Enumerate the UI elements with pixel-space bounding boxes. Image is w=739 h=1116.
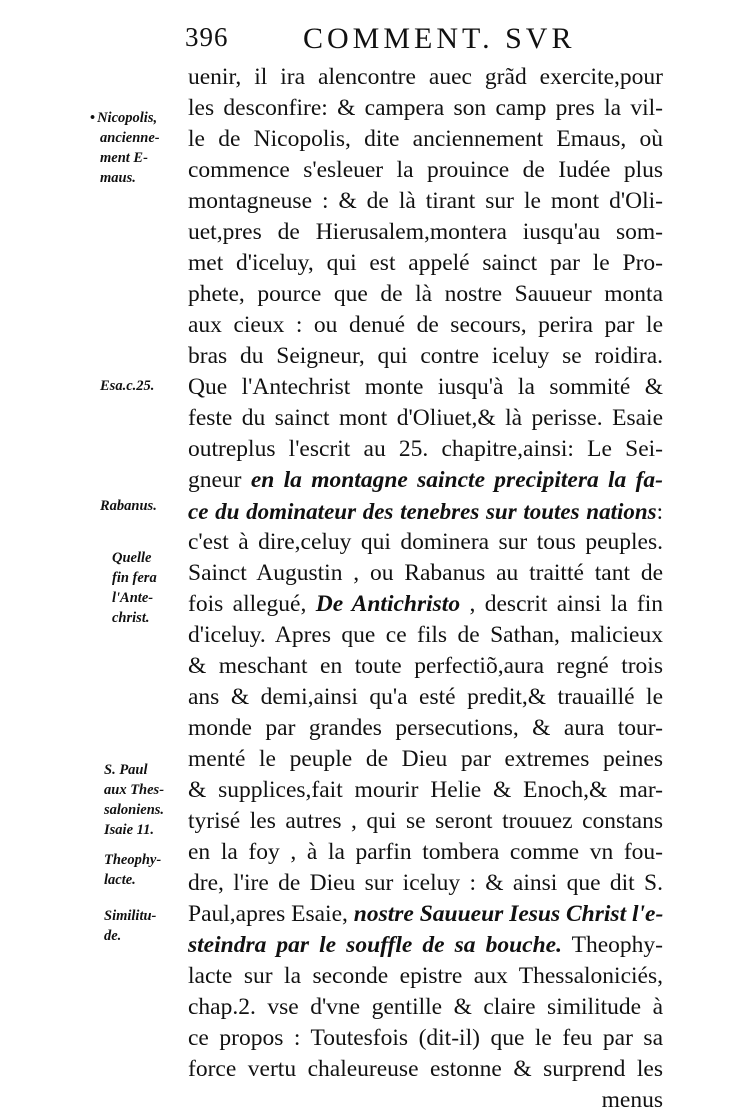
text-line: bras du Seigneur, qui contre iceluy se roidira. [188,343,663,369]
text-italic: en la montagne saincte precipitera la fa- [250,467,663,493]
page-number: 396 [185,22,229,52]
margin-note-line: aux Thes- [104,782,165,798]
text-line [188,465,663,496]
text-line: ans & demi,ainsi qu'a esté predit,& trauaillé le [188,684,663,710]
margin-note-similitude [104,906,190,946]
text-roman: Theophy- [561,932,663,958]
margin-note-line: Esa.c.25. [100,378,155,394]
text-line: d'iceluy. Apres que ce fils de Sathan, malicieux [188,622,663,648]
catchword: menus [601,1087,663,1113]
text-line: outreplus l'escrit au 25. chapitre,ainsi: Le Sei- [188,436,663,462]
text-line: dre, l'ire de Dieu sur iceluy : & ainsi que dit S. [188,870,663,896]
bullet-marker: • [90,110,96,126]
text-line: force vertu chaleureuse estonne & surprend les [188,1056,663,1082]
text-line: & meschant en toute perfectiõ,aura regné trois [188,653,663,679]
text-line: monde par grandes persecutions, & aura tour- [188,715,663,741]
text-line: le de Nicopolis, dite anciennement Emaus, où [188,126,663,152]
text-line [188,899,663,930]
text-line: ce propos : Toutesfois (dit-il) que le feu par sa [188,1025,663,1051]
text-line: chap.2. vse d'vne gentille & claire similitude à [188,994,663,1020]
body-text [188,62,663,1116]
page-header [185,22,665,58]
margin-note-line: l'Ante- [112,590,154,606]
text-italic: nostre Sauueur Iesus Christ l'e- [353,901,663,927]
text-roman: , descrit ainsi la fin [460,591,663,617]
margin-note-line: christ. [112,610,150,626]
text-line: & supplices,fait mourir Helie & Enoch,& mar- [188,777,663,803]
text-italic: steindra par le souffle de sa bouche. [188,932,562,958]
text-line [188,496,663,527]
margin-note-line: saloniens. [104,802,165,818]
text-roman: gneur [188,467,251,493]
text-line: phete, pource que de là nostre Sauueur monta [188,281,663,307]
margin-note-esaie [100,376,186,396]
text-italic: De Antichristo [315,591,461,617]
margin-note-rabanus [100,496,186,516]
text-line: tyrisé les autres , qui se seront trouuez constans [188,808,663,834]
margin-note-nicopolis [90,108,186,188]
text-line: aux cieux : ou denué de secours, perira par le [188,312,663,338]
margin-note-line: de. [104,928,122,944]
text-line: met d'iceluy, qui est appelé sainct par le Pro- [188,250,663,276]
text-roman: fois allegué, [188,591,316,617]
margin-note-line: Nicopolis, [97,110,158,126]
margin-note-line: S. Paul [104,762,148,778]
text-line: uenir, il ira alencontre auec grãd exercite,pour [188,64,663,90]
margin-note-line: ment E- [100,150,148,166]
text-roman: : [656,499,663,524]
text-line: menté le peuple de Dieu par extremes peines [188,746,663,772]
text-italic: ce du dominateur des tenebres sur toutes nations [188,499,657,524]
margin-note-line: Rabanus. [100,498,157,514]
margin-note-line: Isaie 11. [104,822,154,838]
text-line: les desconfire: & campera son camp pres la vil- [188,95,663,121]
text-line: feste du sainct mont d'Oliuet,& là perisse. Esaie [188,405,663,431]
text-roman: Paul,apres Esaie, [188,901,354,927]
text-line: Que l'Antechrist monte iusqu'à la sommité & [188,374,663,400]
text-line [188,930,663,961]
text-line: montagneuse : & de là tirant sur le mont d'Oli- [188,188,663,214]
margin-note-line: ancienne- [100,130,160,146]
text-line [188,589,663,620]
margin-note-quelle-fin [112,548,198,628]
text-line: c'est à dire,celuy qui dominera sur tous peuples. [188,529,663,555]
margin-note-s-paul [104,760,190,840]
margin-note-line: Theophy- [104,852,162,868]
margin-note-line: Quelle [112,550,152,566]
margin-note-theophylacte [104,850,190,890]
text-line: commence s'esleuer la prouince de Iudée plus [188,157,663,183]
margin-note-line: lacte. [104,872,136,888]
margin-note-line: Similitu- [104,908,157,924]
margin-note-line: maus. [100,170,136,186]
text-line: lacte sur la seconde epistre aux Thessaloniciés, [188,963,663,989]
margin-note-line: fin fera [112,570,157,586]
text-line: uet,pres de Hierusalem,montera iusqu'au som- [188,219,663,245]
running-title: COMMENT. SVR [303,22,576,55]
text-line: en la foy , à la parfin tombera comme vn fou- [188,839,663,865]
text-line: Sainct Augustin , ou Rabanus au traitté tant de [188,560,663,586]
